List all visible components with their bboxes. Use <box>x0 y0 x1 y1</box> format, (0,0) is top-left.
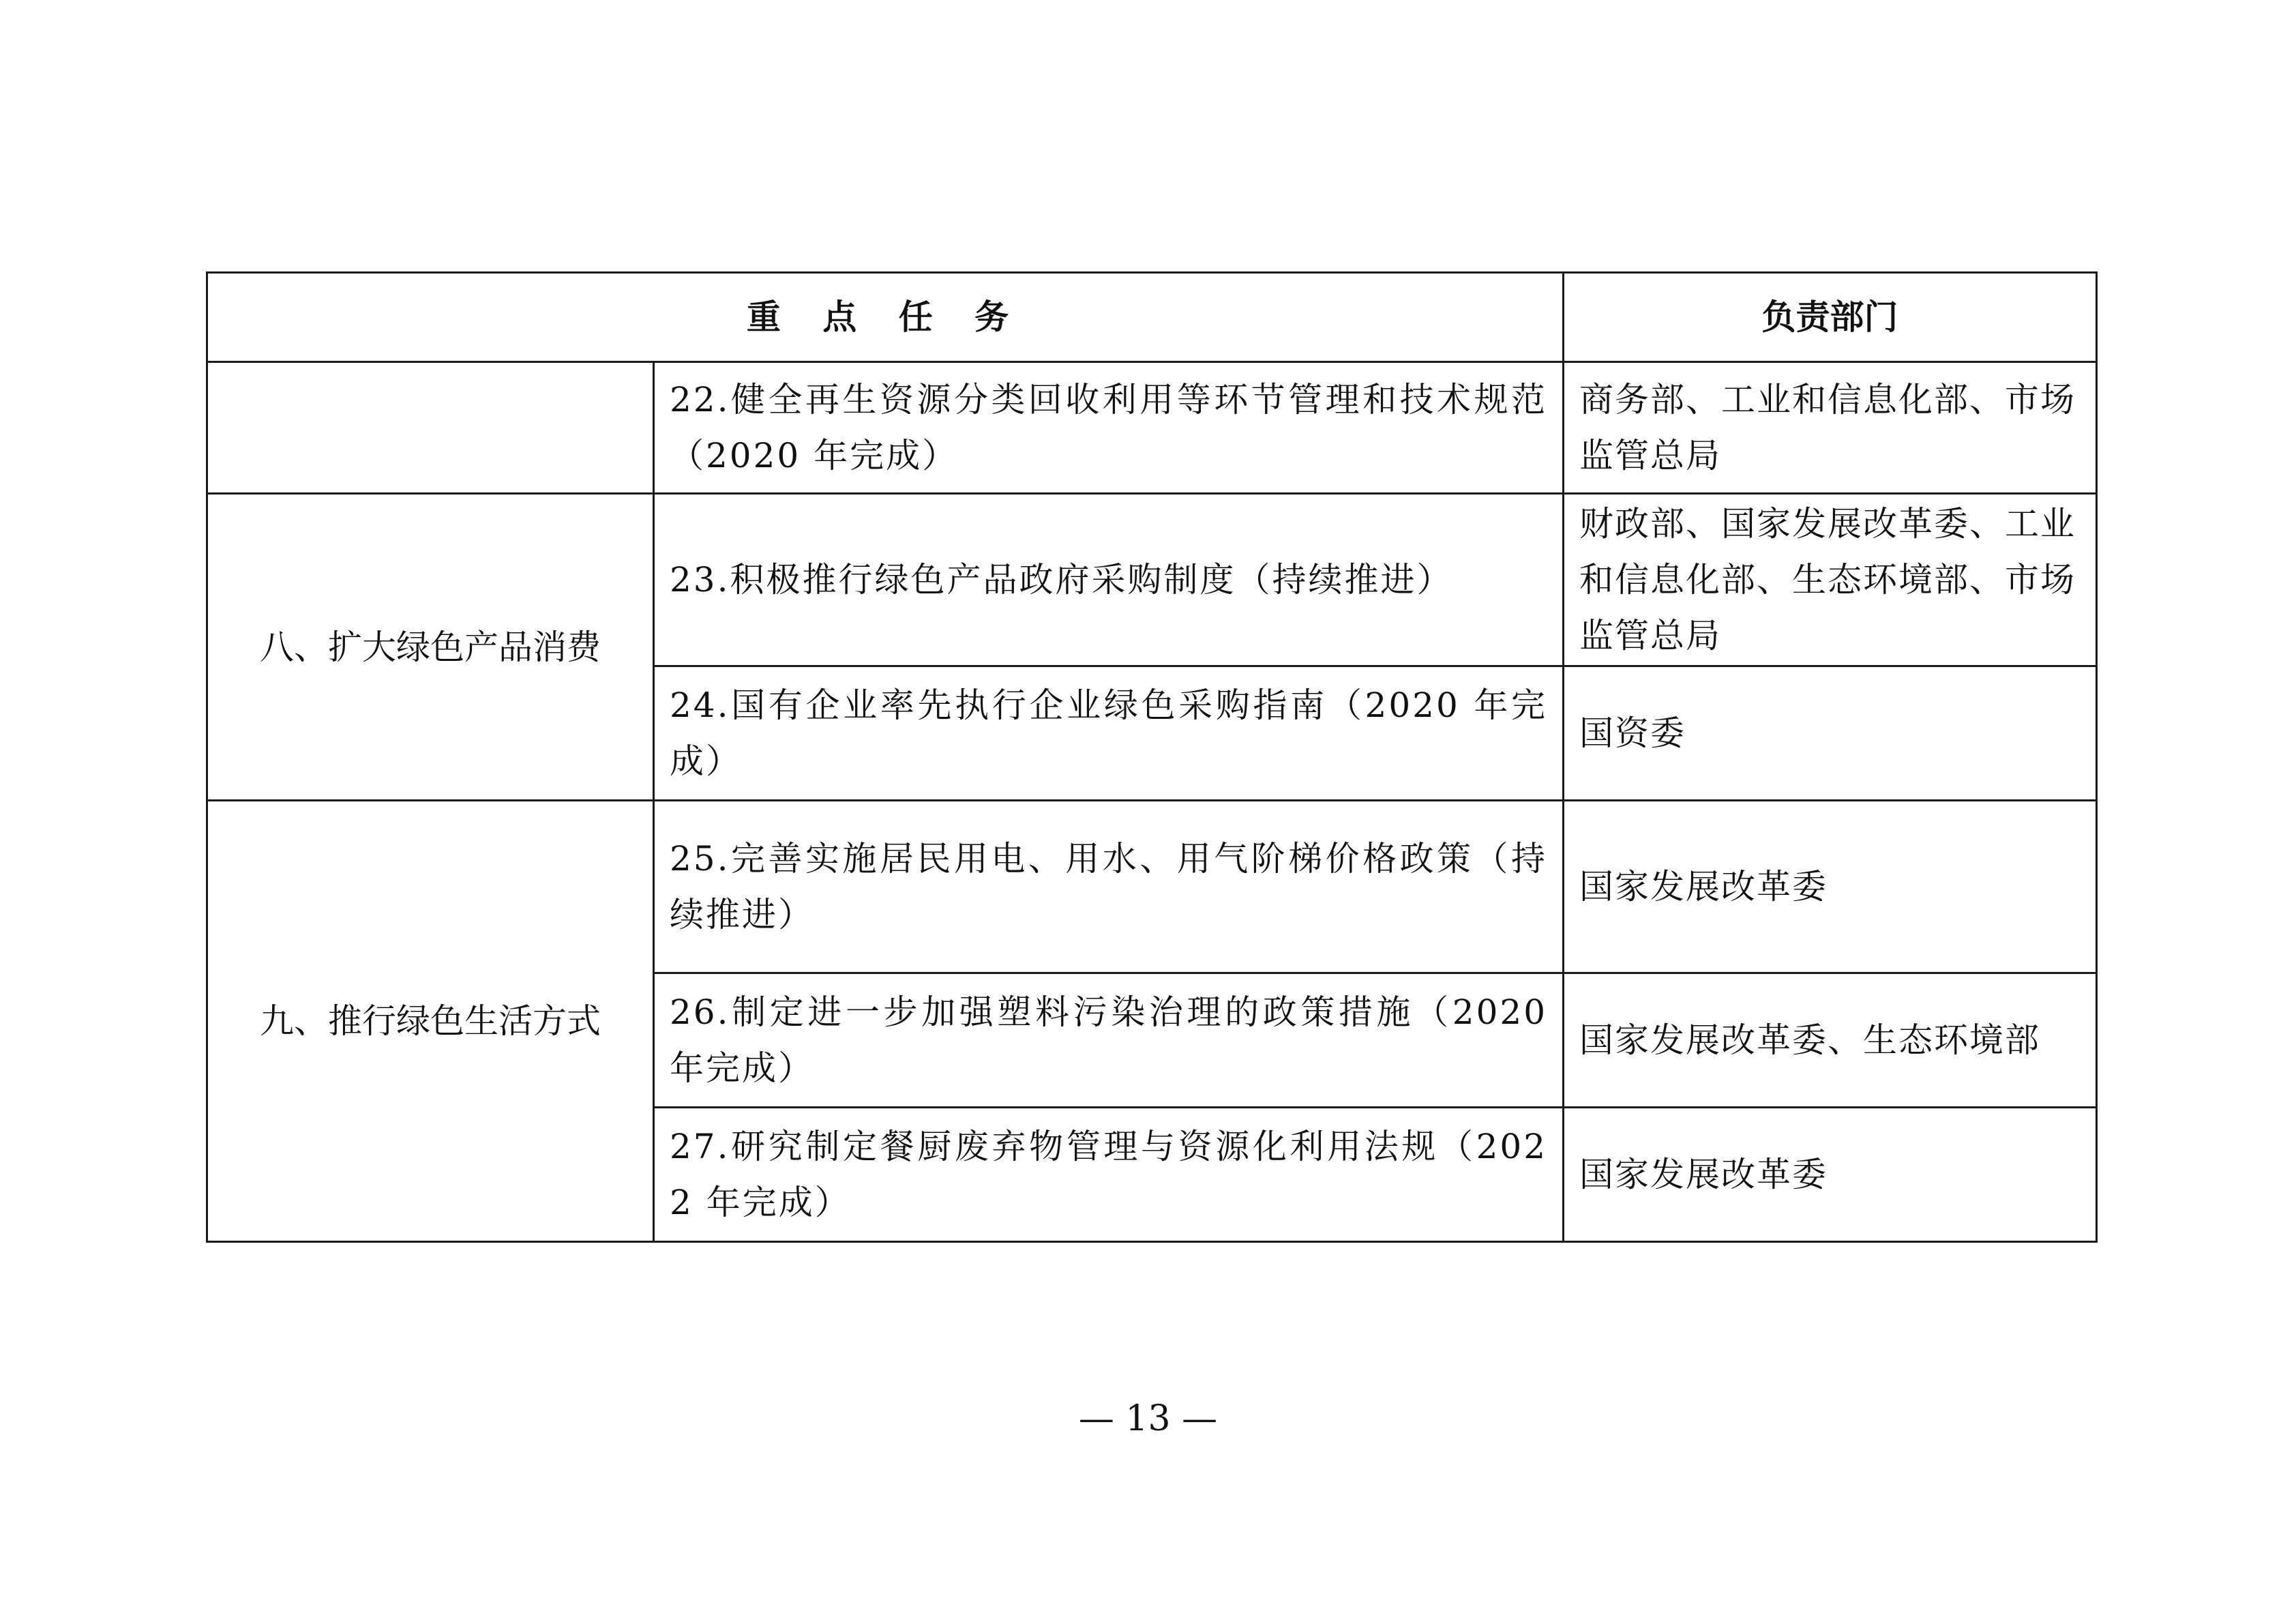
task-cell: 25.完善实施居民用电、用水、用气阶梯价格政策（持续推进） <box>654 801 1564 973</box>
table-row <box>207 362 2097 494</box>
header-key-tasks: 重 点 任 务 <box>207 273 1564 362</box>
table-header-row <box>207 273 2097 362</box>
header-responsible-dept: 负责部门 <box>1564 273 2097 362</box>
category-cell-continued <box>207 362 654 494</box>
task-cell: 24.国有企业率先执行企业绿色采购指南（2020 年完成） <box>654 666 1564 801</box>
category-cell: 八、扩大绿色产品消费 <box>207 494 654 801</box>
task-cell: 23.积极推行绿色产品政府采购制度（持续推进） <box>654 494 1564 666</box>
dept-cell: 财政部、国家发展改革委、工业和信息化部、生态环境部、市场监管总局 <box>1564 494 2097 666</box>
category-cell: 九、推行绿色生活方式 <box>207 801 654 1242</box>
dept-cell: 国家发展改革委 <box>1564 801 2097 973</box>
dept-cell: 国家发展改革委 <box>1564 1108 2097 1242</box>
dept-cell: 商务部、工业和信息化部、市场监管总局 <box>1564 362 2097 494</box>
key-tasks-table <box>206 271 2098 1243</box>
task-cell: 22.健全再生资源分类回收利用等环节管理和技术规范（2020 年完成） <box>654 362 1564 494</box>
task-cell: 26.制定进一步加强塑料污染治理的政策措施（2020 年完成） <box>654 973 1564 1108</box>
page-number: — 13 — <box>1078 1398 1218 1439</box>
table-row <box>207 494 2097 666</box>
dept-cell: 国家发展改革委、生态环境部 <box>1564 973 2097 1108</box>
dept-cell: 国资委 <box>1564 666 2097 801</box>
table-row <box>207 801 2097 973</box>
task-cell: 27.研究制定餐厨废弃物管理与资源化利用法规（2022 年完成） <box>654 1108 1564 1242</box>
